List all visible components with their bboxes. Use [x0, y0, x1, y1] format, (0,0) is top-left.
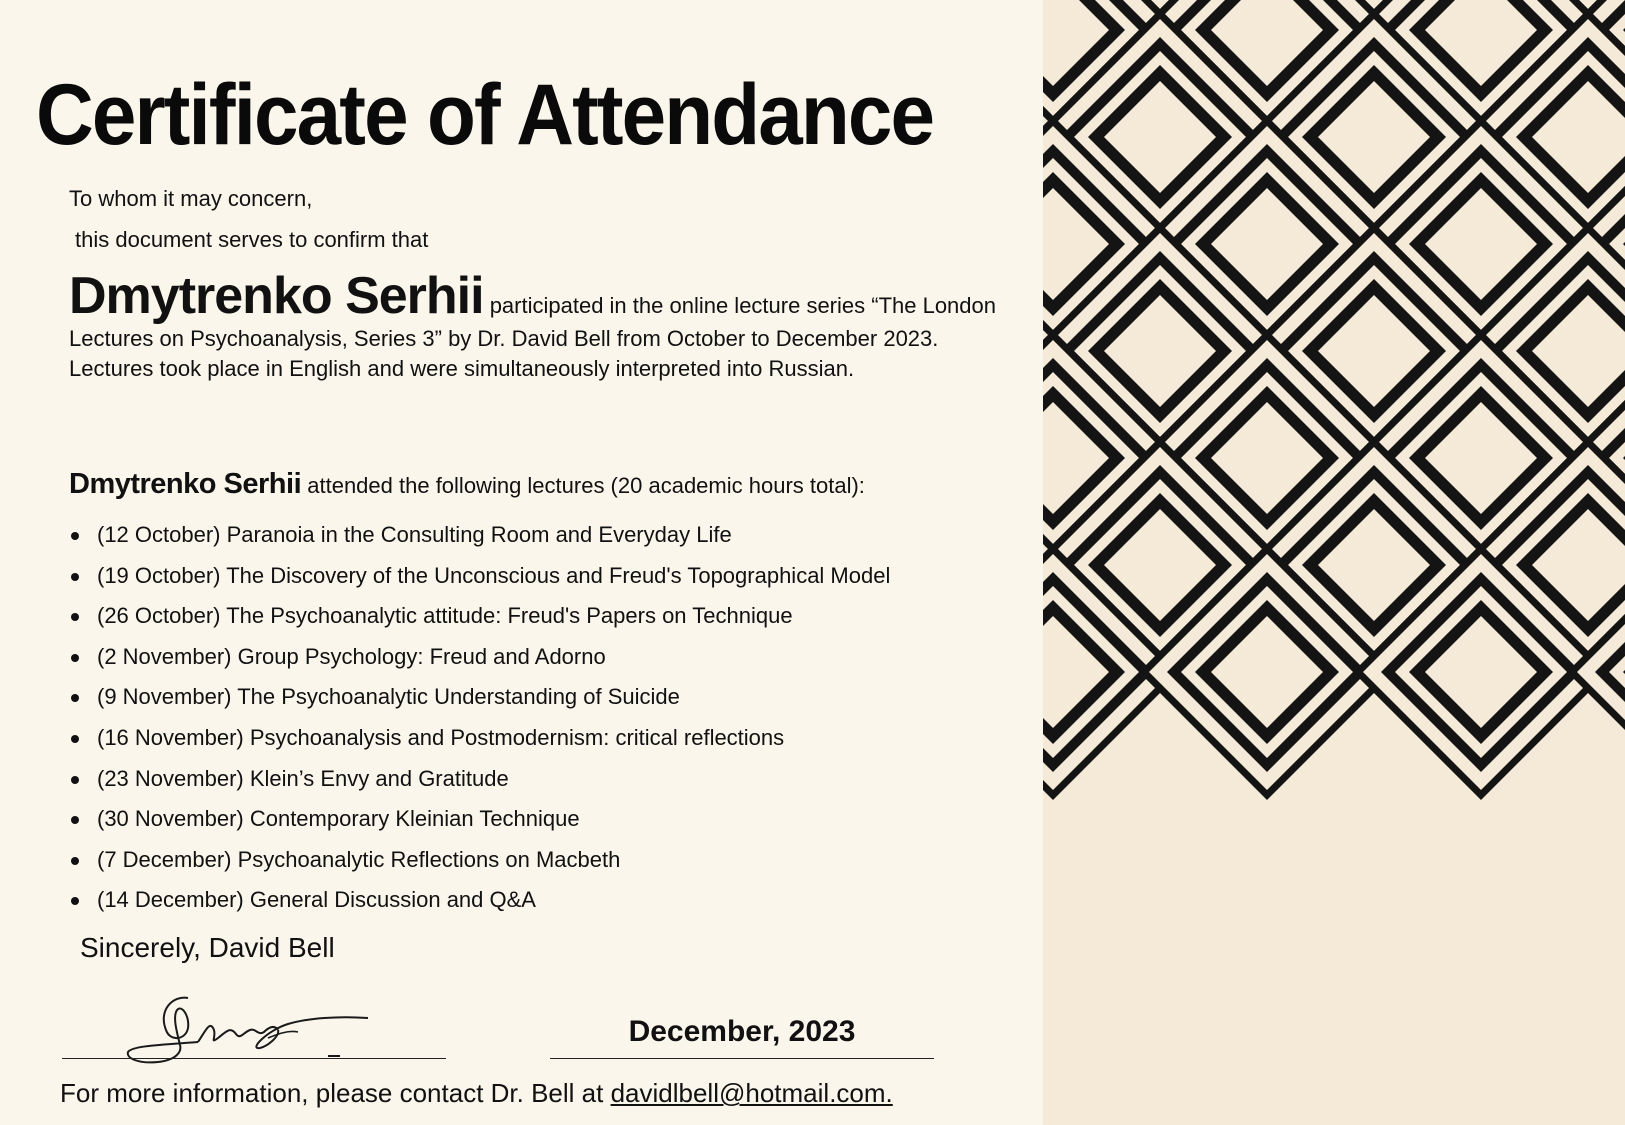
- bullet-icon: [71, 613, 79, 621]
- list-item: [69, 840, 890, 881]
- bullet-icon: [71, 816, 79, 824]
- certificate-title: Certificate of Attendance: [36, 67, 934, 163]
- attended-text: attended the following lectures (20 academic hours total):: [301, 473, 865, 498]
- bullet-icon: [71, 735, 79, 743]
- bullet-icon: [71, 776, 79, 784]
- list-item: [69, 596, 890, 637]
- closing: Sincerely, David Bell: [80, 932, 335, 963]
- intro-paragraph: [69, 268, 999, 384]
- confirm-line: this document serves to confirm that: [75, 227, 429, 252]
- salutation: To whom it may concern,: [69, 186, 313, 211]
- lecture-label: (14 December) General Discussion and Q&A: [97, 887, 536, 913]
- diamond-pattern-icon: [1043, 0, 1625, 1125]
- pattern-panel: [1043, 0, 1625, 1125]
- bullet-icon: [71, 694, 79, 702]
- list-item: [69, 556, 890, 597]
- lecture-label: (16 November) Psychoanalysis and Postmodernism: critical reflections: [97, 724, 785, 750]
- attended-heading: [69, 468, 865, 501]
- list-item: [69, 637, 890, 678]
- attendee-name-secondary: Dmytrenko Serhii: [69, 468, 302, 500]
- contact-prefix: For more information, please contact Dr. Bell at: [60, 1078, 611, 1108]
- lecture-label: (23 November) Klein’s Envy and Gratitude: [97, 765, 509, 791]
- lecture-label: (9 November) The Psychoanalytic Understanding of Suicide: [97, 684, 680, 710]
- bullet-icon: [71, 532, 79, 540]
- signature-line: [62, 1058, 446, 1059]
- contact-info: [60, 1078, 893, 1109]
- bullet-icon: [71, 857, 79, 865]
- list-item: [69, 677, 890, 718]
- lecture-label: (12 October) Paranoia in the Consulting Room and Everyday Life: [97, 522, 732, 547]
- issue-date: December, 2023: [628, 1015, 856, 1048]
- intro-text: participated in the online lecture series “The London Lectures on Psychoanalysis, Series 3” by Dr. David Bell from October to December 2023. Lectures took place in English and were simultaneously interpreted into Russian.: [69, 293, 997, 381]
- bullet-icon: [71, 654, 79, 662]
- contact-email-link[interactable]: davidlbell@hotmail.com.: [610, 1078, 893, 1108]
- list-item: [69, 718, 890, 759]
- list-item: [69, 799, 890, 840]
- lecture-label: (26 October) The Psychoanalytic attitude: Freud's Papers on Technique: [97, 603, 793, 629]
- list-item: [69, 759, 890, 800]
- list-item: [69, 515, 890, 556]
- bullet-icon: [71, 897, 79, 905]
- bullet-icon: [71, 573, 79, 581]
- lecture-label: (30 November) Contemporary Kleinian Technique: [97, 806, 580, 832]
- lecture-label: (2 November) Group Psychology: Freud and Adorno: [97, 643, 606, 669]
- attendee-name: Dmytrenko Serhii: [69, 267, 484, 325]
- lecture-label: (7 December) Psychoanalytic Reflections on Macbeth: [97, 846, 621, 872]
- list-item: [69, 880, 890, 921]
- lecture-list: [69, 515, 890, 921]
- lecture-label: (19 October) The Discovery of the Unconscious and Freud's Topographical Model: [97, 562, 891, 588]
- date-line: [550, 1058, 934, 1059]
